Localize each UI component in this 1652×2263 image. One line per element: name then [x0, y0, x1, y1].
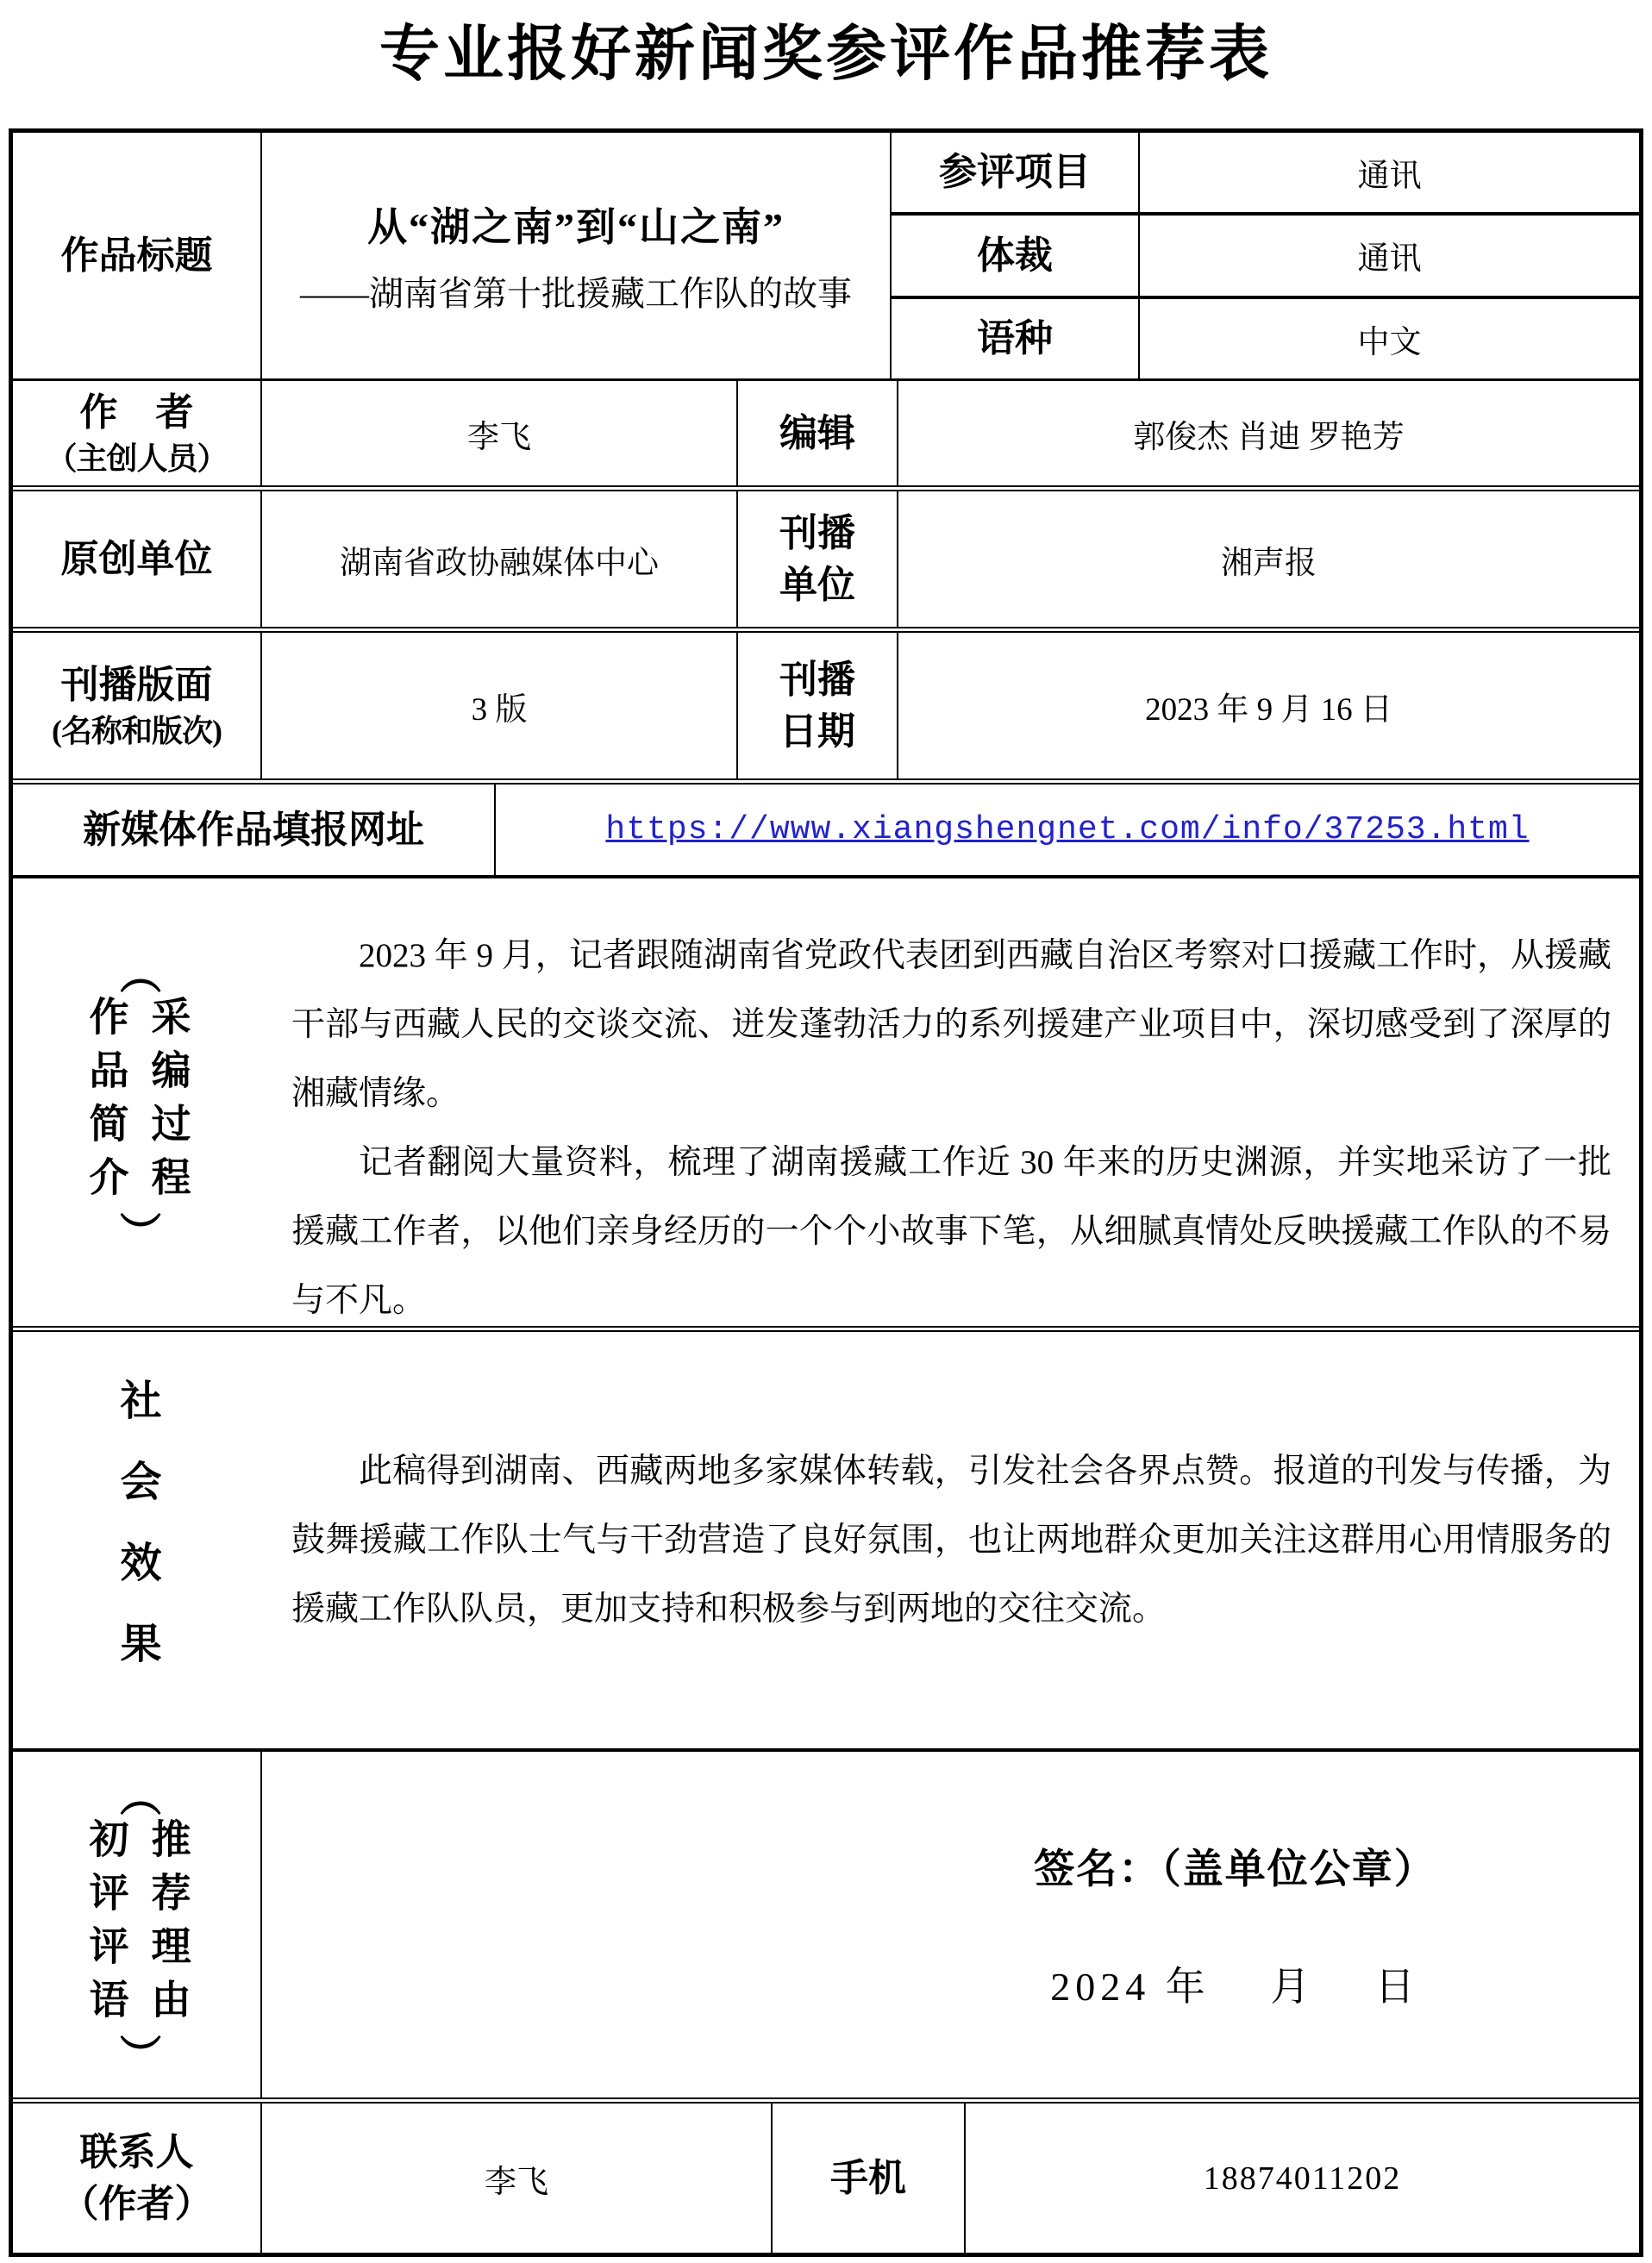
row-author	[13, 378, 1639, 485]
language-value: 中文	[1138, 299, 1639, 378]
media-url-cell	[494, 785, 1639, 875]
row-page-layout	[13, 627, 1639, 778]
editor-value: 郭俊杰 肖迪 罗艳芳	[897, 381, 1639, 485]
recommendation-col-left: 初评评语	[84, 1817, 128, 2032]
subrow-language	[892, 296, 1639, 378]
row-media-url	[13, 778, 1639, 875]
row-original-unit	[13, 485, 1639, 627]
social-effect-label: 社会效果	[114, 1378, 160, 1703]
editor-label: 编辑	[736, 381, 897, 485]
recommendation-content	[260, 1752, 1639, 2097]
author-value: 李飞	[260, 381, 736, 485]
row-recommendation	[13, 1748, 1639, 2097]
row-social-effect	[13, 1326, 1639, 1748]
social-effect-label-cell	[13, 1332, 260, 1748]
work-title-label: 作品标题	[60, 234, 213, 277]
contact-label-line1: 联系人	[79, 2131, 194, 2174]
original-unit-value: 湖南省政协融媒体中心	[260, 491, 736, 627]
contact-label	[13, 2104, 260, 2253]
page-layout-label-line1: 刊播版面	[60, 663, 213, 706]
publish-date-label-line1: 刊播	[779, 659, 855, 702]
publish-date-value: 2023 年 9 月 16 日	[897, 633, 1639, 778]
publish-unit-value: 湘声报	[897, 491, 1639, 627]
category-subgrid	[890, 133, 1639, 378]
row-editing-process	[13, 875, 1639, 1326]
author-label	[13, 381, 260, 485]
signature-line: 签名：（盖单位公章）	[1034, 1847, 1436, 1892]
work-title-line2: ——湖南省第十批援藏工作队的故事	[300, 274, 852, 313]
page-layout-label-line2: (名称和版次)	[52, 713, 222, 748]
recommendation-vertical-text	[72, 1818, 202, 2032]
media-url-link[interactable]: https://www.xiangshengnet.com/info/37253.html	[605, 811, 1530, 848]
subrow-genre	[892, 212, 1639, 295]
publish-date-label-line2: 日期	[779, 710, 855, 753]
publish-date-label	[736, 633, 897, 778]
date-line: 2024 年 月 日	[1050, 1965, 1420, 2009]
media-url-label: 新媒体作品填报网址	[83, 808, 424, 851]
page-layout-label	[13, 633, 260, 778]
genre-value: 通讯	[1138, 216, 1639, 295]
editing-process-label	[13, 878, 260, 1326]
editing-process-paragraph-1: 2023 年 9 月，记者跟随湖南省党政代表团到西藏自治区考察对口援藏工作时，从援藏干部与西藏人民的交谈交流、迸发蓬勃活力的系列援建产业项目中，深切感受到了深厚的湘藏情缘。	[291, 937, 1611, 1112]
publish-unit-label-line1: 刊播	[779, 512, 855, 555]
social-effect-content	[260, 1332, 1639, 1748]
original-unit-label: 原创单位	[60, 537, 213, 580]
publish-unit-label-line2: 单位	[779, 563, 855, 606]
entry-category-value: 通讯	[1138, 133, 1639, 212]
phone-value: 18874011202	[964, 2104, 1639, 2253]
entry-category-label: 参评项目	[939, 151, 1091, 194]
contact-label-line2: （作者）	[60, 2182, 213, 2225]
language-label: 语种	[977, 317, 1053, 360]
author-label-line1: 作 者	[79, 391, 194, 434]
recommendation-label	[13, 1752, 260, 2097]
editing-process-col-right: 采编过程	[146, 995, 191, 1210]
subrow-entry-category	[892, 133, 1639, 212]
editing-process-vertical-text	[72, 996, 202, 1210]
contact-value: 李飞	[260, 2104, 771, 2253]
social-effect-paragraph: 此稿得到湖南、西藏两地多家媒体转载，引发社会各界点赞。报道的刊发与传播，为鼓舞援藏工作队士气与干劲营造了良好氛围，也让两地群众更加关注这群用心用情服务的援藏工作队队员，更加支持和积极参与到两地的交往交流。	[291, 1452, 1611, 1628]
vertical-paren-bottom: ）	[116, 1210, 162, 1253]
vertical-paren-top: （	[116, 952, 162, 994]
editing-process-paragraph-2: 记者翻阅大量资料，梳理了湖南援藏工作近 30 年来的历史渊源，并实地采访了一批援藏工作者，以他们亲身经历的一个个小故事下笔，从细腻真情处反映援藏工作队的不易与不凡。	[291, 1144, 1611, 1319]
page-title: 专业报好新闻奖参评作品推荐表	[379, 22, 1273, 88]
row-contact	[13, 2097, 1639, 2253]
recommendation-col-right: 推荐理由	[146, 1817, 191, 2032]
row-work-title	[13, 133, 1639, 378]
phone-label: 手机	[771, 2104, 964, 2253]
page-layout-value: 3 版	[260, 633, 736, 778]
work-title-line1: 从“湖之南”到“山之南”	[367, 205, 785, 249]
vertical-paren-top: （	[116, 1774, 162, 1816]
form-table	[9, 128, 1643, 2257]
genre-label: 体裁	[977, 234, 1053, 277]
editing-process-col-left: 作品简介	[84, 995, 128, 1210]
editing-process-content	[260, 878, 1639, 1326]
vertical-paren-bottom: ）	[116, 2033, 162, 2075]
author-label-line2: （主创人员）	[46, 441, 228, 476]
publish-unit-label	[736, 491, 897, 627]
work-title-value	[260, 133, 890, 378]
